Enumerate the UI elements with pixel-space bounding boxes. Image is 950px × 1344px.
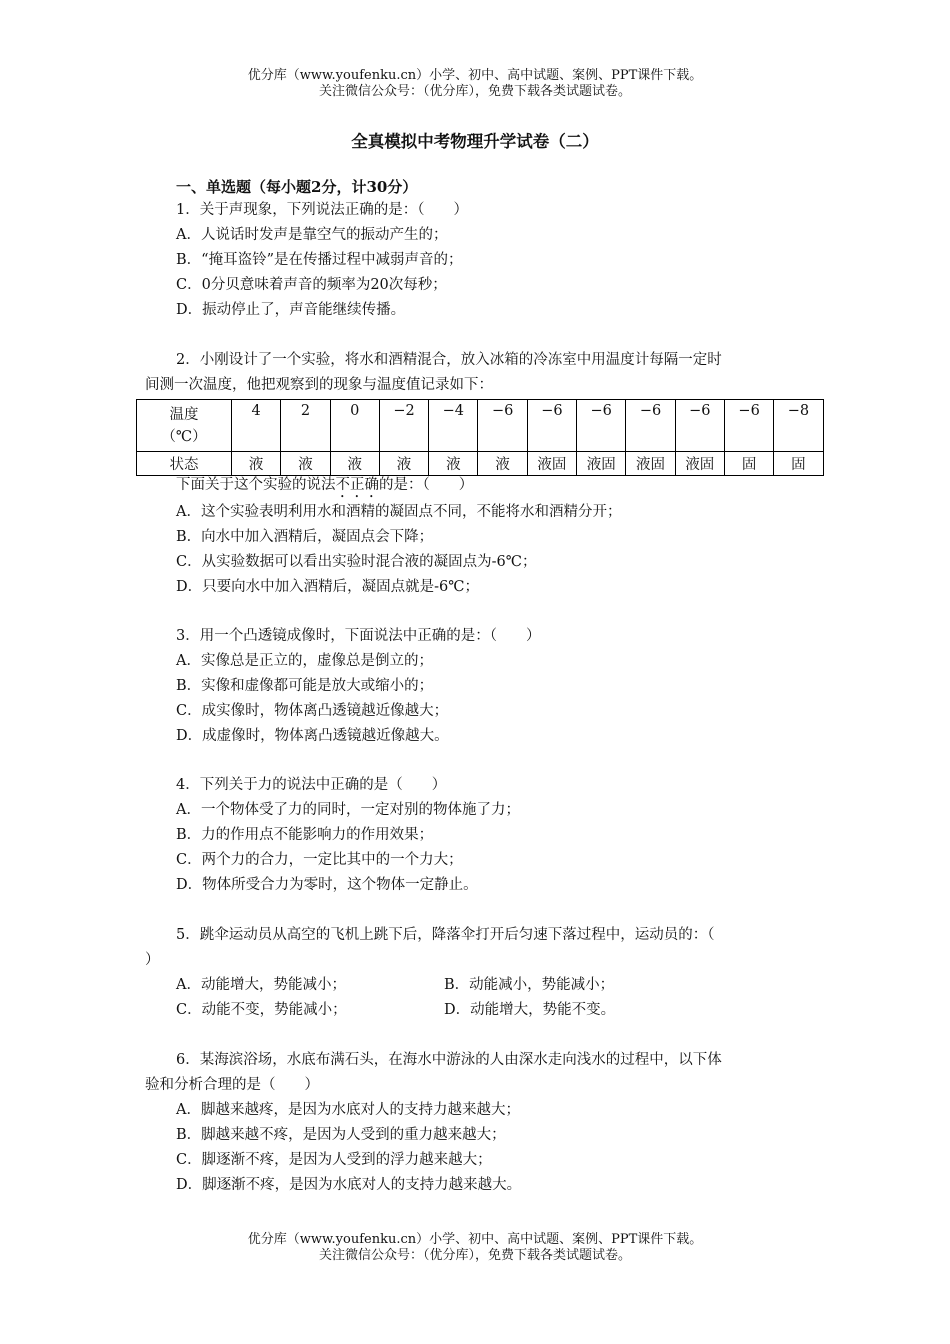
- q6-option-d: D．脚逐渐不疼，是因为水底对人的支持力越来越大。: [176, 1177, 522, 1193]
- temp-cell: −4: [429, 400, 478, 452]
- temperature-row: [137, 400, 824, 452]
- q4-option-c: C．两个力的合力，一定比其中的一个力大；: [176, 852, 463, 868]
- state-cell: 液: [429, 452, 478, 476]
- q6-stem-line-2: 验和分析合理的是（ ）: [145, 1077, 319, 1093]
- state-cell: 液固: [626, 452, 675, 476]
- q6-option-a: A．脚越来越疼，是因为水底对人的支持力越来越大；: [176, 1102, 520, 1118]
- q2-question-emphasis: 不正确: [335, 477, 379, 493]
- q1-option-d: D．振动停止了，声音能继续传播。: [176, 302, 406, 318]
- state-cell: 液: [478, 452, 527, 476]
- q1-option-c: C．0分贝意味着声音的频率为20次每秒；: [176, 277, 447, 293]
- q3-option-d: D．成虚像时，物体离凸透镜越近像越大。: [176, 728, 449, 744]
- q5-option-b: B．动能减小，势能减小；: [444, 977, 615, 993]
- q2-stem-line-2: 间测一次温度，他把观察到的现象与温度值记录如下：: [145, 377, 493, 393]
- q1-option-a: A．人说话时发声是靠空气的振动产生的；: [176, 227, 448, 243]
- temp-cell: −6: [724, 400, 773, 452]
- q6-option-b: B．脚越来越不疼，是因为人受到的重力越来越大；: [176, 1127, 506, 1143]
- temp-cell: −6: [527, 400, 576, 452]
- temp-cell: 2: [281, 400, 330, 452]
- q4-stem: 4．下列关于力的说法中正确的是（ ）: [176, 777, 447, 793]
- state-cell: 液固: [675, 452, 724, 476]
- state-cell: 固: [724, 452, 773, 476]
- header-line-2: 关注微信公众号：（优分库），免费下载各类试题试卷。: [318, 84, 631, 99]
- q5-option-d: D．动能增大，势能不变。: [444, 1002, 616, 1018]
- temperature-header-line-1: 温度: [169, 406, 199, 423]
- q3-stem: 3．用一个凸透镜成像时，下面说法中正确的是：（ ）: [176, 628, 541, 644]
- temp-cell: −6: [626, 400, 675, 452]
- q4-option-d: D．物体所受合力为零时，这个物体一定静止。: [176, 877, 478, 893]
- footer-line-1: 优分库（www.youfenku.cn）小学、初中、高中试题、案例、PPT课件下载。: [247, 1232, 703, 1247]
- q4-option-a: A．一个物体受了力的同时，一定对别的物体施了力；: [176, 802, 520, 818]
- q6-option-c: C．脚逐渐不疼，是因为人受到的浮力越来越大；: [176, 1152, 492, 1168]
- state-cell: 液: [330, 452, 379, 476]
- q6-stem-line-1: 6．某海滨浴场，水底布满石头，在海水中游泳的人由深水走向浅水的过程中，以下体: [176, 1052, 722, 1068]
- q2-question-pre: 下面关于这个实验的说法: [176, 477, 336, 493]
- q5-option-a: A．动能增大，势能减小；: [176, 977, 346, 993]
- state-cell: 液: [232, 452, 281, 476]
- page-header: [0, 68, 950, 100]
- q2-option-a: A．这个实验表明利用水和酒精的凝固点不同，不能将水和酒精分开；: [176, 504, 622, 520]
- state-cell: 液: [281, 452, 330, 476]
- state-cell: 固: [774, 452, 823, 476]
- temperature-table: [136, 399, 824, 476]
- q2-option-d: D．只要向水中加入酒精后，凝固点就是-6℃；: [176, 579, 479, 595]
- q2-option-c: C．从实验数据可以看出实验时混合液的凝固点为-6℃；: [176, 554, 537, 570]
- header-line-1: 优分库（www.youfenku.cn）小学、初中、高中试题、案例、PPT课件下载。: [247, 68, 703, 83]
- page-title: 全真模拟中考物理升学试卷（二）: [351, 132, 599, 151]
- q2-question: [176, 474, 473, 501]
- page-footer: [0, 1232, 950, 1264]
- q4-option-b: B．力的作用点不能影响力的作用效果；: [176, 827, 434, 843]
- state-row: [137, 452, 824, 476]
- state-cell: 液: [379, 452, 428, 476]
- temp-cell: 0: [330, 400, 379, 452]
- temp-cell: −6: [577, 400, 626, 452]
- temp-cell: −6: [478, 400, 527, 452]
- q3-option-c: C．成实像时，物体离凸透镜越近像越大；: [176, 703, 449, 719]
- q5-stem-line-2: ）: [145, 952, 160, 968]
- q5-option-c: C．动能不变，势能减小；: [176, 1002, 347, 1018]
- q3-option-b: B．实像和虚像都可能是放大或缩小的；: [176, 678, 434, 694]
- q1-stem: 1．关于声现象，下列说法正确的是：（ ）: [176, 202, 468, 218]
- footer-line-2: 关注微信公众号：（优分库），免费下载各类试题试卷。: [318, 1248, 631, 1263]
- q5-stem-line-1: 5．跳伞运动员从高空的飞机上跳下后，降落伞打开后匀速下落过程中，运动员的：（: [176, 927, 715, 943]
- state-cell: 液固: [577, 452, 626, 476]
- temp-cell: 4: [232, 400, 281, 452]
- q2-option-b: B．向水中加入酒精后，凝固点会下降；: [176, 529, 434, 545]
- q2-question-post: 的是：（ ）: [379, 477, 474, 493]
- q3-option-a: A．实像总是正立的，虚像总是倒立的；: [176, 653, 433, 669]
- temperature-header: [137, 400, 232, 452]
- section-heading: 一、单选题（每小题2分，计30分）: [176, 178, 418, 196]
- temperature-header-line-2: （℃）: [161, 428, 207, 445]
- temp-cell: −6: [675, 400, 724, 452]
- state-cell: 液固: [527, 452, 576, 476]
- temp-cell: −2: [379, 400, 428, 452]
- state-header: 状态: [137, 452, 232, 476]
- q1-option-b: B．“掩耳盗铃”是在传播过程中减弱声音的；: [176, 252, 463, 268]
- temp-cell: −8: [774, 400, 823, 452]
- q2-stem-line-1: 2．小刚设计了一个实验，将水和酒精混合，放入冰箱的冷冻室中用温度计每隔一定时: [176, 352, 722, 368]
